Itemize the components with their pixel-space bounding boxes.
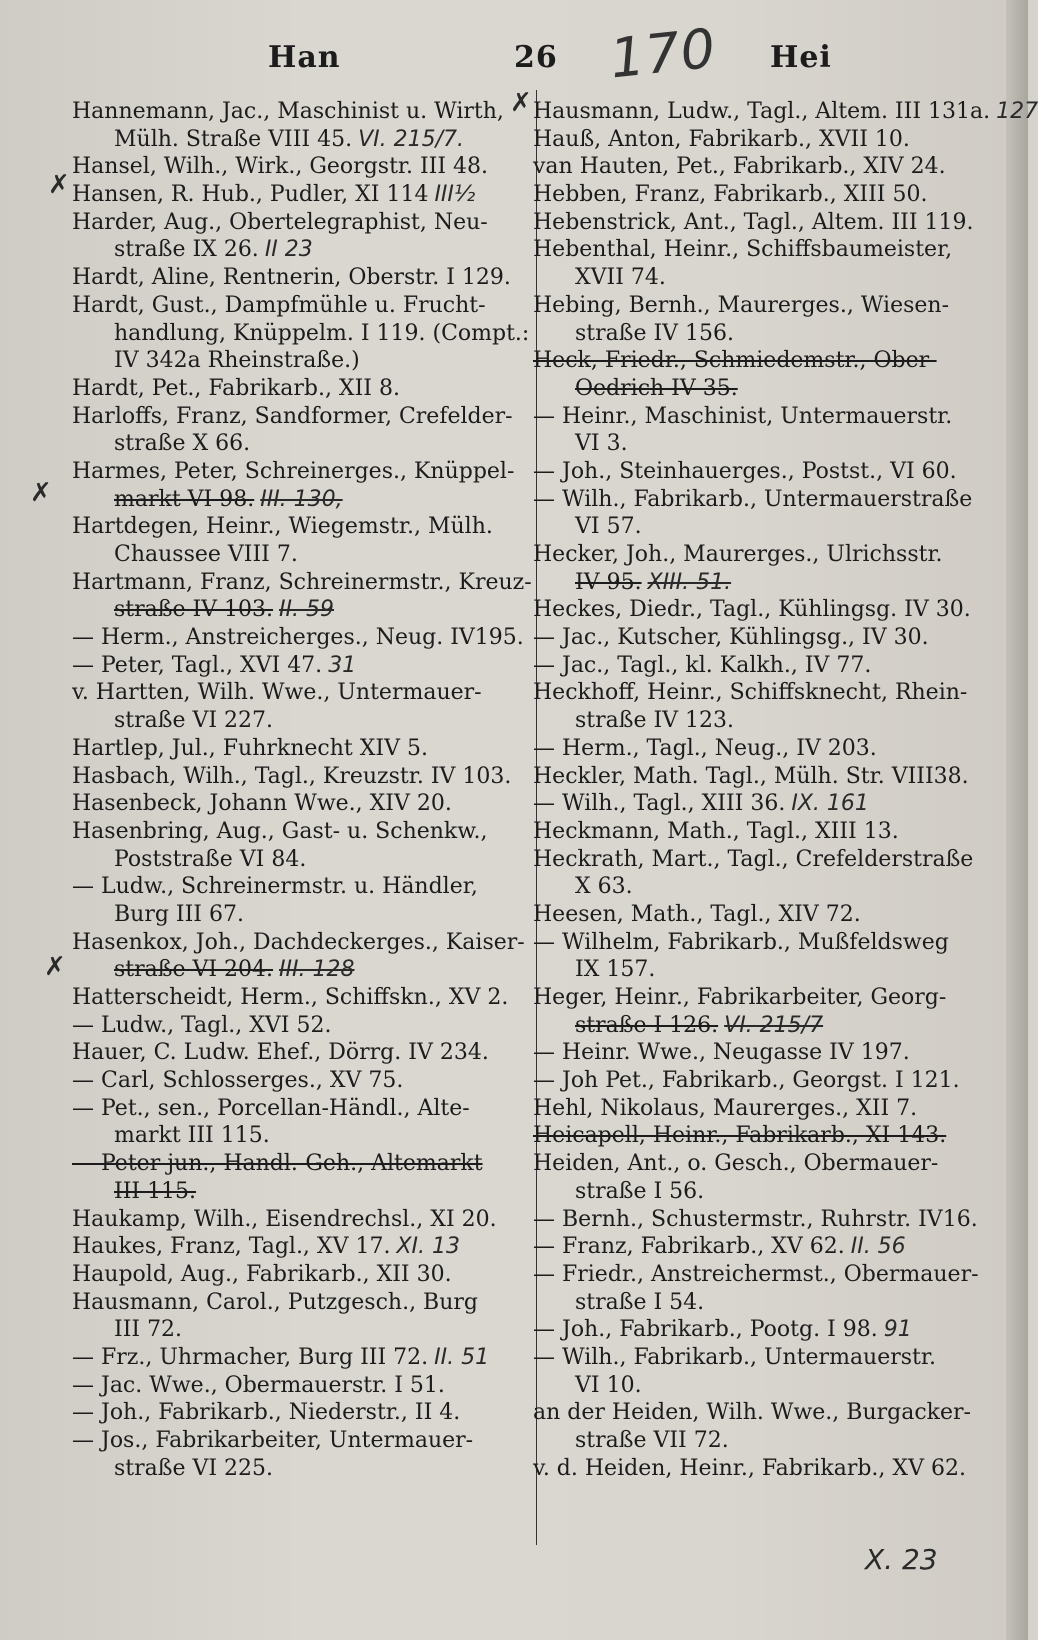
directory-entry-line	[72, 1122, 517, 1150]
directory-entry-line	[533, 1289, 978, 1317]
entry-text: — Heinr. Wwe., Neugasse IV 197.	[533, 1040, 910, 1066]
directory-entry-line	[72, 846, 517, 874]
entry-text: straße IV 156.	[575, 320, 735, 346]
directory-entry-line	[533, 486, 978, 514]
entry-text: — Jac., Tagl., kl. Kalkh., IV 77.	[533, 652, 872, 678]
entry-text: Chaussee VIII 7.	[114, 542, 298, 567]
right-column	[533, 98, 1038, 1482]
directory-entry-line	[72, 486, 517, 514]
directory-entry-line	[72, 735, 517, 763]
entry-text: IX 157.	[575, 957, 656, 983]
directory-entry-line	[72, 430, 517, 458]
entry-text: markt III 115.	[114, 1123, 270, 1149]
entry-text: Harloffs, Franz, Sandformer, Crefelder-	[72, 403, 513, 429]
entry-text: Heicapell, Heinr., Fabrikarb., XI 143.	[533, 1123, 947, 1149]
directory-entry-line	[533, 596, 978, 624]
entry-text: Hartmann, Franz, Schreinermstr., Kreuz-	[72, 569, 532, 595]
directory-entry-line	[533, 624, 978, 652]
entry-text: IV 95.	[575, 569, 642, 595]
handwritten-annotation: XIII. 51.	[647, 569, 732, 595]
directory-entry-line	[533, 375, 978, 403]
entry-text: Heiden, Ant., o. Gesch., Obermauer-	[533, 1151, 939, 1177]
entry-text: Heesen, Math., Tagl., XIV 72.	[533, 901, 861, 927]
entry-text: v. d. Heiden, Heinr., Fabrikarb., XV 62.	[533, 1455, 966, 1481]
directory-entry-line	[533, 458, 978, 486]
entry-text: Hasenbeck, Johann Wwe., XIV 20.	[72, 791, 452, 817]
directory-entry-line	[72, 264, 517, 292]
entry-text: Heckler, Math. Tagl., Mülh. Str. VIII38.	[533, 763, 969, 789]
handwritten-annotation: III. 130,	[260, 486, 343, 512]
entry-text: — Wilhelm, Fabrikarb., Mußfeldsweg	[533, 929, 949, 955]
directory-entry-line	[72, 596, 517, 624]
directory-entry-line	[72, 513, 517, 541]
entry-text: Hauer, C. Ludw. Ehef., Dörrg. IV 234.	[72, 1040, 489, 1066]
entry-text: Harder, Aug., Obertelegraphist, Neu-	[72, 209, 488, 235]
handwritten-annotation: II. 56	[850, 1234, 906, 1260]
directory-entry-line	[533, 181, 978, 209]
directory-entry-line	[72, 1399, 517, 1427]
directory-entry-line	[72, 1289, 517, 1317]
directory-entry-line	[72, 901, 517, 929]
directory-entry-line	[72, 929, 525, 957]
entry-text: — Joh Pet., Fabrikarb., Georgst. I 121.	[533, 1068, 960, 1094]
directory-entry-line	[72, 1178, 517, 1206]
directory-entry-line	[533, 236, 978, 264]
entry-text: Harmes, Peter, Schreinerges., Knüppel-	[72, 458, 515, 484]
directory-entry-line	[72, 1067, 517, 1095]
entry-text: Heckmann, Math., Tagl., XIII 13.	[533, 818, 899, 844]
handwritten-annotation: III. 128	[279, 957, 355, 983]
entry-text: Hardt, Aline, Rentnerin, Oberstr. I 129.	[72, 265, 511, 291]
entry-text: Hatterscheidt, Herm., Schiffskn., XV 2.	[72, 985, 509, 1010]
directory-entry-line	[533, 1206, 978, 1234]
directory-entry-line	[533, 126, 978, 154]
entry-text: — Heinr., Maschinist, Untermauerstr.	[533, 403, 953, 429]
directory-entry-line	[533, 679, 978, 707]
entry-text: — Wilh., Fabrikarb., Untermauerstraße	[533, 486, 973, 512]
directory-entry-line	[72, 707, 517, 735]
directory-entry-line	[533, 1261, 978, 1289]
directory-entry-line	[533, 1427, 978, 1455]
entry-text: — Jos., Fabrikarbeiter, Untermauer-	[72, 1428, 474, 1453]
left-column	[72, 98, 532, 1482]
directory-entry-line	[533, 1372, 978, 1400]
entry-text: — Ludw., Tagl., XVI 52.	[72, 1012, 332, 1038]
entry-text: straße IV 103.	[114, 597, 274, 623]
entry-text: — Frz., Uhrmacher, Burg III 72.	[72, 1344, 429, 1370]
header-left-word: Han	[268, 40, 341, 75]
entry-text: Heckes, Diedr., Tagl., Kühlingsg. IV 30.	[533, 597, 971, 623]
directory-entry-line	[72, 679, 517, 707]
directory-entry-line	[533, 264, 978, 292]
entry-text: — Herm., Anstreicherges., Neug. IV195.	[72, 625, 524, 651]
entry-text: Hehl, Nikolaus, Maurerges., XII 7.	[533, 1095, 918, 1121]
directory-entry-line	[72, 1372, 517, 1400]
directory-entry-line	[72, 347, 517, 375]
entry-text: straße VI 227.	[114, 708, 274, 734]
entry-text: Hecker, Joh., Maurerges., Ulrichsstr.	[533, 542, 943, 567]
directory-entry-line	[72, 956, 517, 984]
entry-text: Hebenstrick, Ant., Tagl., Altem. III 119.	[533, 209, 974, 235]
entry-text: v. Hartten, Wilh. Wwe., Untermauer-	[72, 680, 482, 706]
entry-text: Haukes, Franz, Tagl., XV 17.	[72, 1234, 391, 1260]
directory-entry-line	[533, 320, 978, 348]
handwritten-annotation: II 23	[264, 237, 313, 263]
entry-text: straße I 56.	[575, 1178, 705, 1204]
directory-entry-line	[533, 153, 978, 181]
margin-x-mark: ✗	[30, 478, 52, 508]
entry-text: — Friedr., Anstreichermst., Obermauer-	[533, 1261, 979, 1287]
entry-text: an der Heiden, Wilh. Wwe., Burgacker-	[533, 1400, 971, 1426]
directory-entry-line	[72, 984, 517, 1012]
directory-entry-line	[533, 763, 978, 791]
directory-entry-line	[533, 735, 978, 763]
directory-entry-line	[533, 569, 978, 597]
handwritten-annotation: VI. 215/7	[724, 1012, 824, 1038]
directory-entry-line	[72, 181, 517, 209]
entry-text: Poststraße VI 84.	[114, 846, 307, 872]
entry-text: Hausmann, Ludw., Tagl., Altem. III 131a.	[533, 99, 991, 124]
directory-entry-line	[533, 1095, 978, 1123]
page-header	[0, 16, 1028, 91]
entry-text: Heckrath, Mart., Tagl., Crefelderstraße	[533, 846, 974, 872]
directory-entry-line	[533, 1178, 978, 1206]
directory-entry-line	[72, 873, 517, 901]
handwritten-annotation: 91	[883, 1317, 912, 1343]
directory-entry-line	[72, 209, 517, 237]
entry-text: — Pet., sen., Porcellan-Händl., Alte-	[72, 1095, 470, 1121]
directory-entry-line	[533, 98, 1038, 126]
entry-text: Hardt, Pet., Fabrikarb., XII 8.	[72, 375, 400, 401]
directory-entry-line	[533, 901, 978, 929]
handwritten-annotation: IX. 161	[791, 791, 869, 817]
entry-text: straße VI 204.	[114, 957, 274, 983]
entry-text: Hardt, Gust., Dampfmühle u. Frucht-	[72, 292, 486, 318]
handwritten-annotation: XI. 13	[396, 1234, 460, 1260]
entry-text: — Carl, Schlosserges., XV 75.	[72, 1068, 404, 1094]
handwritten-annotation: VI. 215/7.	[358, 126, 465, 152]
entry-text: Heck, Friedr., Schmiedemstr., Ober-	[533, 348, 937, 374]
entry-text: — Joh., Fabrikarb., Niederstr., II 4.	[72, 1400, 461, 1426]
entry-text: Burg III 67.	[114, 901, 244, 927]
entry-text: Hasenkox, Joh., Dachdeckerges., Kaiser-	[72, 929, 525, 955]
entry-text: III 115.	[114, 1178, 197, 1204]
entry-text: straße I 126.	[575, 1012, 719, 1038]
directory-entry-line	[72, 1344, 517, 1372]
directory-entry-line	[72, 320, 530, 348]
entry-text: VI 57.	[575, 514, 642, 540]
directory-entry-line	[72, 458, 517, 486]
entry-text: — Wilh., Fabrikarb., Untermauerstr.	[533, 1344, 936, 1370]
entry-text: Haupold, Aug., Fabrikarb., XII 30.	[72, 1261, 452, 1287]
entry-text: XVII 74.	[575, 265, 666, 291]
header-right-word: Hei	[770, 40, 832, 75]
margin-x-mark: ✗	[48, 170, 70, 200]
entry-text: — Joh., Fabrikarb., Pootg. I 98.	[533, 1317, 878, 1343]
entry-text: Mülh. Straße VIII 45.	[114, 126, 353, 152]
entry-text: Hasenbring, Aug., Gast- u. Schenkw.,	[72, 818, 488, 844]
directory-entry-line	[72, 403, 517, 431]
directory-entry-line	[72, 1012, 517, 1040]
directory-entry-line	[72, 153, 517, 181]
handwritten-annotation: III½	[434, 182, 476, 208]
entry-text: VI 10.	[575, 1372, 642, 1398]
directory-entry-line	[72, 1455, 517, 1483]
directory-entry-line	[533, 513, 978, 541]
handwritten-annotation: II. 51	[434, 1344, 490, 1370]
entry-text: Haukamp, Wilh., Eisendrechsl., XI 20.	[72, 1206, 497, 1232]
directory-entry-line	[72, 1039, 517, 1067]
entry-text: Hartdegen, Heinr., Wiegemstr., Mülh.	[72, 514, 493, 540]
directory-entry-line	[72, 818, 517, 846]
entry-text: X 63.	[575, 874, 633, 900]
directory-entry-line	[533, 846, 978, 874]
entry-text: Hansen, R. Hub., Pudler, XI 114	[72, 182, 429, 208]
directory-entry-line	[533, 984, 978, 1012]
directory-entry-line	[72, 292, 517, 320]
directory-entry-line	[72, 1261, 517, 1289]
entry-text: Hebben, Franz, Fabrikarb., XIII 50.	[533, 182, 928, 208]
entry-text: — Jac., Kutscher, Kühlingsg., IV 30.	[533, 625, 929, 651]
entry-text: Hauß, Anton, Fabrikarb., XVII 10.	[533, 126, 910, 152]
handwritten-annotation: 31	[328, 652, 357, 678]
directory-entry-line	[533, 1012, 978, 1040]
directory-entry-line	[533, 1399, 978, 1427]
entry-text: straße X 66.	[114, 431, 251, 457]
entry-text: — Wilh., Tagl., XIII 36.	[533, 791, 786, 817]
entry-text: straße I 54.	[575, 1289, 705, 1315]
entry-text: III 72.	[114, 1317, 183, 1343]
directory-entry-line	[533, 1122, 978, 1150]
entry-text: Hartlep, Jul., Fuhrknecht XIV 5.	[72, 735, 428, 761]
entry-text: van Hauten, Pet., Fabrikarb., XIV 24.	[533, 154, 946, 180]
margin-x-mark: ✗	[510, 88, 532, 118]
entry-text: — Ludw., Schreinermstr. u. Händler,	[72, 874, 478, 900]
directory-entry-line	[533, 1233, 978, 1261]
entry-text: handlung, Knüppelm. I 119. (Compt.:	[114, 320, 530, 346]
directory-entry-line	[533, 818, 978, 846]
directory-entry-line	[533, 292, 978, 320]
directory-entry-line	[533, 790, 978, 818]
entry-text: Hansel, Wilh., Wirk., Georgstr. III 48.	[72, 154, 489, 180]
directory-entry-line	[72, 98, 517, 126]
entry-text: VI 3.	[575, 431, 628, 457]
page-number: 26	[514, 40, 558, 75]
directory-entry-line	[72, 652, 517, 680]
directory-entry-line	[72, 1095, 517, 1123]
directory-entry-line	[533, 956, 978, 984]
entry-text: IV 342a Rheinstraße.)	[114, 348, 360, 374]
directory-entry-line	[72, 1233, 517, 1261]
entry-text: Hebenthal, Heinr., Schiffsbaumeister,	[533, 237, 953, 263]
directory-entry-line	[72, 1150, 517, 1178]
directory-entry-line	[533, 209, 978, 237]
entry-text: straße VII 72.	[575, 1428, 729, 1453]
directory-entry-line	[533, 541, 978, 569]
footer-handwritten-note: X. 23	[865, 1543, 938, 1576]
entry-text: Hausmann, Carol., Putzgesch., Burg	[72, 1289, 478, 1315]
handwritten-annotation: 127	[996, 99, 1038, 124]
directory-entry-line	[533, 403, 978, 431]
directory-entry-line	[72, 569, 532, 597]
directory-entry-line	[72, 541, 517, 569]
directory-entry-line	[533, 347, 978, 375]
entry-text: Oedrich IV 35.	[575, 375, 738, 401]
entry-text: — Herm., Tagl., Neug., IV 203.	[533, 735, 877, 761]
directory-entry-line	[72, 126, 517, 154]
directory-entry-line	[533, 652, 978, 680]
directory-entry-line	[72, 236, 517, 264]
directory-entry-line	[72, 375, 517, 403]
entry-text: straße IX 26.	[114, 237, 259, 263]
directory-entry-line	[72, 624, 524, 652]
directory-entry-line	[533, 1344, 978, 1372]
book-spine-edge	[1006, 0, 1028, 1640]
entry-text: Hebing, Bernh., Maurerges., Wiesen-	[533, 292, 950, 318]
directory-entry-line	[533, 1150, 978, 1178]
entry-text: straße VI 225.	[114, 1455, 274, 1481]
entry-text: Hasbach, Wilh., Tagl., Kreuzstr. IV 103.	[72, 763, 512, 789]
directory-entry-line	[533, 1039, 978, 1067]
directory-entry-line	[533, 1067, 978, 1095]
entry-text: Heger, Heinr., Fabrikarbeiter, Georg-	[533, 985, 947, 1010]
directory-entry-line	[72, 1206, 517, 1234]
entry-text: — Peter, Tagl., XVI 47.	[72, 652, 323, 678]
entry-text: straße IV 123.	[575, 708, 735, 734]
directory-entry-line	[533, 1316, 978, 1344]
directory-entry-line	[533, 430, 978, 458]
entry-text: — Franz, Fabrikarb., XV 62.	[533, 1234, 845, 1260]
handwritten-page-number: 170	[606, 16, 720, 91]
directory-entry-line	[533, 873, 978, 901]
directory-entry-line	[533, 1455, 978, 1483]
directory-entry-line	[72, 1427, 517, 1455]
directory-entry-line	[72, 790, 517, 818]
directory-entry-line	[533, 707, 978, 735]
handwritten-annotation: II. 59	[279, 597, 334, 623]
directory-entry-line	[72, 1316, 517, 1344]
entry-text: — Jac. Wwe., Obermauerstr. I 51.	[72, 1372, 445, 1398]
margin-x-mark: ✗	[44, 952, 66, 982]
entry-text: — Peter jun., Handl.-Geh., Altemarkt	[72, 1151, 483, 1177]
directory-entry-line	[533, 929, 978, 957]
entry-text: — Joh., Steinhauerges., Postst., VI 60.	[533, 458, 957, 484]
entry-text: markt VI 98.	[114, 486, 255, 512]
directory-entry-line	[72, 763, 517, 791]
entry-text: Heckhoff, Heinr., Schiffsknecht, Rhein-	[533, 680, 968, 706]
entry-text: Hannemann, Jac., Maschinist u. Wirth,	[72, 99, 504, 124]
entry-text: — Bernh., Schustermstr., Ruhrstr. IV16.	[533, 1206, 978, 1232]
